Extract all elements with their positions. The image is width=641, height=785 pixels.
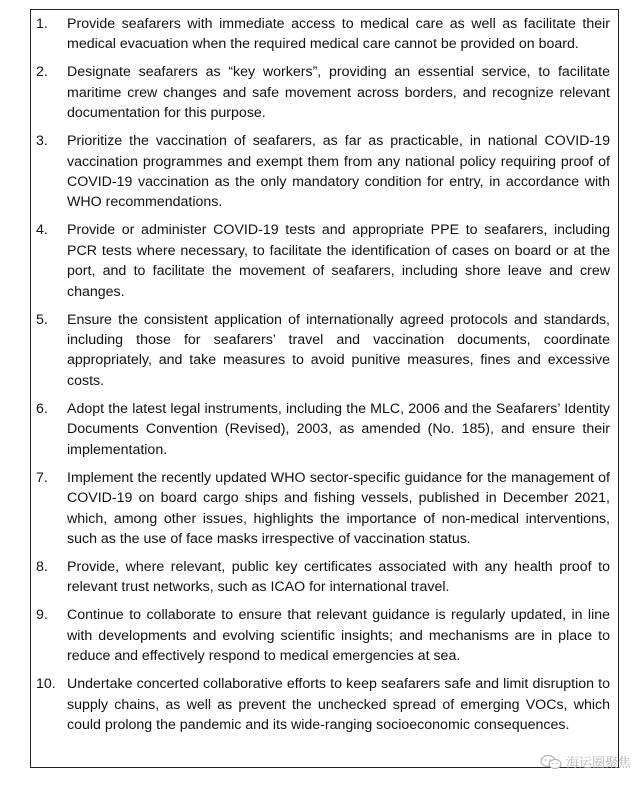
list-item [36, 468, 610, 550]
item-text: Provide seafarers with immediate access to medical care as well as facilitate their medical evacuation when the required medical care cannot be provided on board. [67, 16, 610, 53]
list-item [36, 399, 610, 460]
list-item [36, 674, 610, 735]
item-number: 6. [36, 400, 48, 417]
watermark [540, 752, 631, 771]
item-text: Adopt the latest legal instruments, including the MLC, 2006 and the Seafarers’ Identity Documents Convention (Revised), 2003, as amended (No. 185), and ensure their implementation. [67, 400, 610, 458]
list-item [36, 310, 610, 392]
item-text: Ensure the consistent application of internationally agreed protocols and standards, including those for seafarers’ travel and vaccination documents, coordinate appropriately, and take measures to avoid punitive measures, fines and excessive costs. [67, 311, 610, 389]
list-item [36, 605, 610, 666]
item-number: 3. [36, 133, 48, 150]
item-text: Designate seafarers as “key workers”, providing an essential service, to facilitate maritime crew changes and safe movement across borders, and recognize relevant documentation for this purpose. [67, 64, 610, 122]
item-number: 8. [36, 558, 48, 575]
item-text: Provide or administer COVID-19 tests and appropriate PPE to seafarers, including PCR tests where necessary, to facilitate the identification of cases on board or at the port, and to facilitate the movement of seafarers, including shore leave and crew changes. [67, 222, 610, 300]
item-number: 5. [36, 311, 48, 328]
list-item [36, 14, 610, 55]
list-item [36, 62, 610, 123]
item-number: 7. [36, 469, 48, 486]
list-item [36, 131, 610, 213]
wechat-icon [540, 754, 562, 770]
recommendations-list [36, 14, 610, 743]
item-number: 9. [36, 607, 48, 624]
item-number: 2. [36, 64, 48, 81]
item-number: 10. [36, 676, 56, 693]
item-number: 4. [36, 222, 48, 239]
watermark-text: 海运圈聚焦 [565, 755, 631, 770]
item-number: 1. [36, 16, 48, 32]
item-text: Undertake concerted collaborative efforts to keep seafarers safe and limit disruption to supply chains, as well as prevent the unchecked spread of emerging VOCs, which could prolong the pandemic and its wide-ranging socioeconomic consequences. [67, 676, 610, 733]
item-text: Implement the recently updated WHO sector-specific guidance for the management of COVID-19 on board cargo ships and fishing vessels, published in December 2021, which, among other issues, highlights the importance of non-medical interventions, such as the use of face masks irrespective of vaccination status. [67, 469, 610, 547]
item-text: Continue to collaborate to ensure that relevant guidance is regularly updated, in line with developments and evolving scientific insights; and mechanisms are in place to reduce and effectively respond to medical emergencies at sea. [67, 607, 610, 665]
item-text: Provide, where relevant, public key certificates associated with any health proof to relevant trust networks, such as ICAO for international travel. [67, 558, 610, 596]
list-item [36, 557, 610, 598]
list-item [36, 220, 610, 302]
item-text: Prioritize the vaccination of seafarers, as far as practicable, in national COVID-19 vaccination programmes and exempt them from any national policy requiring proof of COVID-19 vaccination as the only mandatory condition for entry, in accordance with WHO recommendations. [67, 133, 610, 211]
